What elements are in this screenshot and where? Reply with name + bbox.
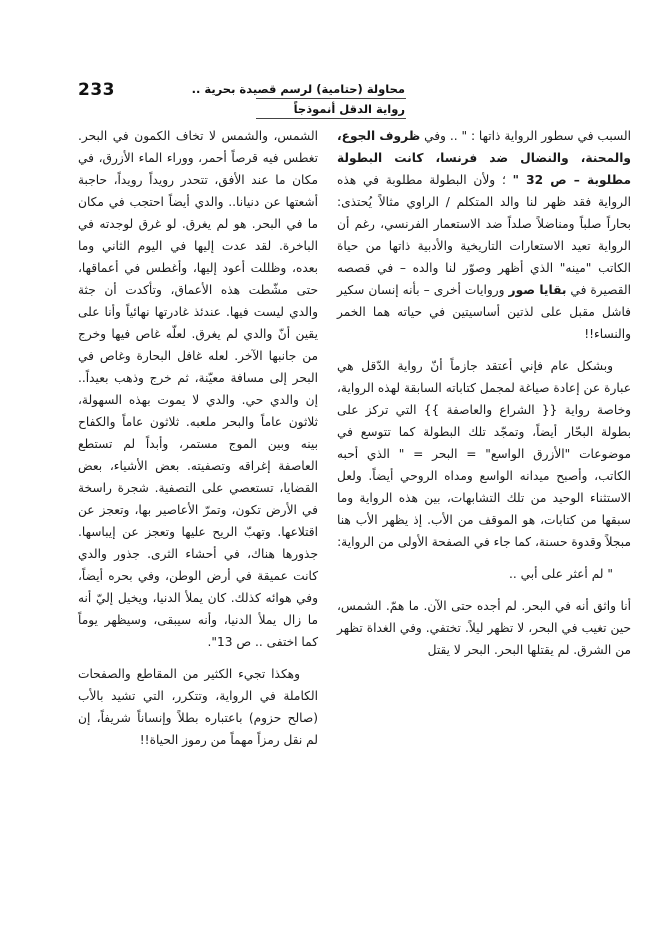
right-column xyxy=(337,125,631,661)
right-p2-text: ؛ ولأن البطولة مطلوبة في هذه الرواية فقد ظهر لنا والد المتكلم / الراوي مثالاً يُحتذى: بحاراً صلباً ومناضلاً صلداً ضد الاستعمار الفرنسي، رغم أن الرواية تعيد الاستعارات التاريخية والأدبية ذاتها من حياة الكاتب "مينه" الذي أظهر وصوّر لنا والده – في قصصه القصيرة في xyxy=(337,173,632,297)
right-p2-tail: وروايات أخرى – بأنه إنسان سكير فاشل مقبل على لذتين أساسيتين في حياته هما الخمر والنساء!! xyxy=(337,283,631,341)
right-paragraph-3: وبشكل عام فإني أعتقد جازماً أنّ رواية الدّقل هي عبارة عن إعادة صياغة لمجمل كتاباته السابقة لهذه الرواية، وخاصة رواية {{ الشراع والعاصفة }} التي تركز على بطولة البحّار أيضاً، وتمجّد تلك البطولة كما تتوسع في موضوعات "الأزرق الواسع" = البحر = " الذي أحبه الكاتب، وأصبح ميدانه الواسع ومداه الروحي أيضاً. ولعل الاستثناء الوحيد من تلك التشابهات، بين هذه الرواية وما سبقها من كتابات، هو الموقف من الأب. إذ يظهر الأب هنا مبجلاً وقدوة حسنة، كما جاء في الصفحة الأولى من الرواية: xyxy=(337,359,631,549)
right-p1-bold-quote: ظروف الجوع، والمحنة، والنضال ضد فرنسا، كانت البطولة مطلوبة – ص 32 " xyxy=(337,129,632,187)
right-p2-bold-title: بقايا صور xyxy=(508,283,567,297)
left-paragraph-2: وهكذا تجيء الكثير من المقاطع والصفحات الكاملة في الرواية، وتتكرر، التي تشيد بالأب (صالح حزوم) باعتباره بطلاً وإنساناً شريفاً، إن لم نقل رمزاً مهماً من رموز الحياة!! xyxy=(78,667,318,747)
right-quote-1: " لم أعثر على أبي .. xyxy=(508,567,613,581)
running-title-line2: رواية الدقل أنموذجاً xyxy=(293,102,405,116)
right-paragraph-1 xyxy=(337,125,631,345)
running-title-line1: محاولة (حتامية) لرسم قصيدة بحرية .. xyxy=(191,82,405,96)
header-rule-bottom xyxy=(256,118,406,119)
page-number: 233 xyxy=(78,80,115,100)
running-head xyxy=(192,82,405,116)
right-p1-text: السبب في سطور الرواية ذاتها : " .. وفي xyxy=(424,129,632,143)
right-paragraph-4: أنا واثق أنه في البحر. لم أجده حتى الآن. ما همّ. الشمس، حين تغيب في البحر، لا تظهر ليلاً. تختفي. وفي الغداة تظهر من الشرق. لم يقتلها البحر. البحر لا يقتل xyxy=(337,599,631,657)
left-paragraph-1: الشمس، والشمس لا تخاف الكمون في البحر. تغطس فيه قرصاً أحمر، ووراء الماء الأزرق، في مكان ما عند الأفق، تتحدر رويداً رويداً، حاجبة أشعتها عن دنيانا.. والدي أيضاً احتجب في مكان ما في البحر. هو لم يغرق. لو غرق لوجدته في الباخرة. لقد عدت إليها في اليوم الثاني وما بعده، وظللت أعود إليها، وأغطس في أعماقها، حتى مشّطت هذه الأعماق، وتأكدت أن جثة والدي ليست فيها. عندئذ غادرتها نهائياً وأنا على يقين أنّ والدي لم يغرق. لعلّه غاص فيها وخرج من جانبها الآخر. لعله غافل البحارة وغاص في البحر إلى مسافة معيّنة، ثم خرج وذهب بعيداً.. إن والدي حي. والدي لا يموت بهذه السهولة، ثلاثون عاماً والبحر ملعبه. ثلاثون عاماً والكفاح بينه وبين الموج مستمر، وأبداً لم تستطع العاصفة إغراقه وتصفيته. بعض الأشياء، بعض القضايا، تستعصي على التصفية. شجرة راسخة في الأرض تكون، وتمرّ الأعاصير بها، وتعجز عن اقتلاعها. وتهبّ الريح عليها وتعجز عن إيباسها. جذورها هناك، في أحشاء الثرى. جذور والدي كانت عميقة في أرض الوطن، وفي بحره أيضاً، وفي هوائه كذلك. كان يملأ الدنيا، ويخيل إليّ أنه ما زال يملأ الدنيا، وأنه سيبقى، وسيظهر يوماً كما اختفى .. ص 13". xyxy=(78,129,318,649)
left-column xyxy=(78,125,318,751)
